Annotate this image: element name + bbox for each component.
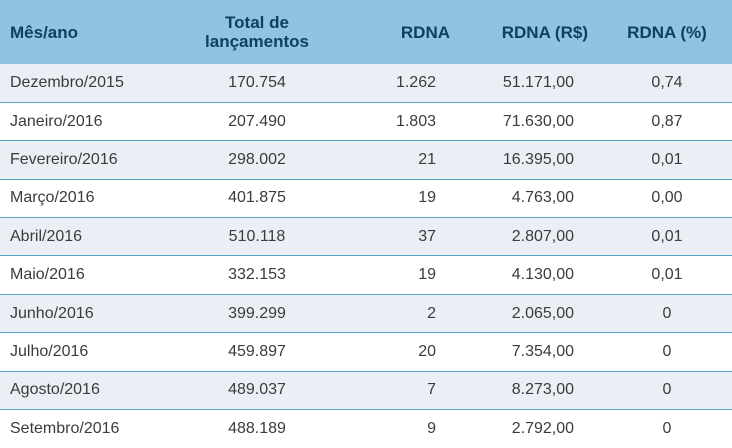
cell-rdna: 37: [342, 218, 462, 256]
cell-rdna-rs: 16.395,00: [462, 141, 602, 179]
column-header-month: Mês/ano: [10, 22, 79, 42]
table-row: [0, 333, 732, 371]
column-header-total-line2: lançamentos: [205, 32, 309, 51]
cell-total: 489.037: [172, 371, 342, 409]
cell-month: Junho/2016: [0, 294, 172, 332]
cell-rdna-rs: 7.354,00: [462, 333, 602, 371]
table-row: [0, 371, 732, 409]
column-header-rdna: RDNA: [400, 22, 450, 42]
table-row: [0, 294, 732, 332]
cell-month: Abril/2016: [0, 218, 172, 256]
cell-total: 170.754: [228, 73, 286, 91]
cell-rdna: 20: [342, 333, 462, 371]
table-body: [0, 64, 732, 448]
cell-total: 399.299: [172, 294, 342, 332]
cell-month: Janeiro/2016: [0, 102, 172, 140]
table-header: [0, 0, 732, 64]
cell-month: Agosto/2016: [0, 371, 172, 409]
column-header-rdna-rs: RDNA (R$): [501, 22, 588, 42]
cell-rdna-rs: 2.807,00: [462, 218, 602, 256]
cell-month: Setembro/2016: [0, 410, 172, 448]
column-header-total-line1: Total de: [225, 13, 289, 32]
cell-total: 207.490: [172, 102, 342, 140]
cell-rdna-rs: 2.792,00: [462, 410, 602, 448]
column-header-total: [172, 0, 342, 64]
table-row: [0, 141, 732, 179]
cell-rdna-pct: 0: [602, 410, 732, 448]
cell-month: Maio/2016: [0, 256, 172, 294]
cell-rdna: 9: [342, 410, 462, 448]
table-row: [0, 179, 732, 217]
cell-rdna: 21: [342, 141, 462, 179]
cell-rdna-pct: 0,01: [602, 141, 732, 179]
cell-month: Julho/2016: [0, 333, 172, 371]
cell-rdna-rs: 8.273,00: [462, 371, 602, 409]
cell-rdna: 19: [342, 256, 462, 294]
cell-rdna-pct: 0,74: [651, 73, 683, 91]
cell-rdna-pct: 0,00: [602, 179, 732, 217]
cell-rdna: 7: [342, 371, 462, 409]
cell-month: Março/2016: [0, 179, 172, 217]
cell-rdna: 1.803: [342, 102, 462, 140]
cell-rdna-rs: 51.171,00: [502, 73, 574, 91]
cell-total: 459.897: [172, 333, 342, 371]
cell-rdna-rs: 71.630,00: [462, 102, 602, 140]
cell-total: 488.189: [172, 410, 342, 448]
table-row: [0, 102, 732, 140]
cell-total: 298.002: [172, 141, 342, 179]
cell-rdna-pct: 0,87: [602, 102, 732, 140]
cell-rdna: 19: [342, 179, 462, 217]
cell-total: 332.153: [172, 256, 342, 294]
cell-rdna-pct: 0,01: [602, 256, 732, 294]
cell-rdna-pct: 0: [602, 333, 732, 371]
table-row: [0, 410, 732, 448]
header-row: [0, 0, 732, 64]
cell-month: Dezembro/2015: [10, 73, 124, 91]
cell-rdna-rs: 4.763,00: [462, 179, 602, 217]
table-row: [0, 64, 732, 102]
cell-month: Fevereiro/2016: [0, 141, 172, 179]
cell-rdna-pct: 0,01: [602, 218, 732, 256]
cell-total: 510.118: [172, 218, 342, 256]
cell-rdna-pct: 0: [602, 371, 732, 409]
cell-rdna-pct: 0: [602, 294, 732, 332]
cell-rdna: 2: [342, 294, 462, 332]
column-header-rdna-pct: RDNA (%): [627, 22, 707, 42]
cell-total: 401.875: [172, 179, 342, 217]
cell-rdna-rs: 2.065,00: [462, 294, 602, 332]
cell-rdna: 1.262: [395, 73, 436, 91]
table-row: [0, 218, 732, 256]
table-row: [0, 256, 732, 294]
cell-rdna-rs: 4.130,00: [462, 256, 602, 294]
